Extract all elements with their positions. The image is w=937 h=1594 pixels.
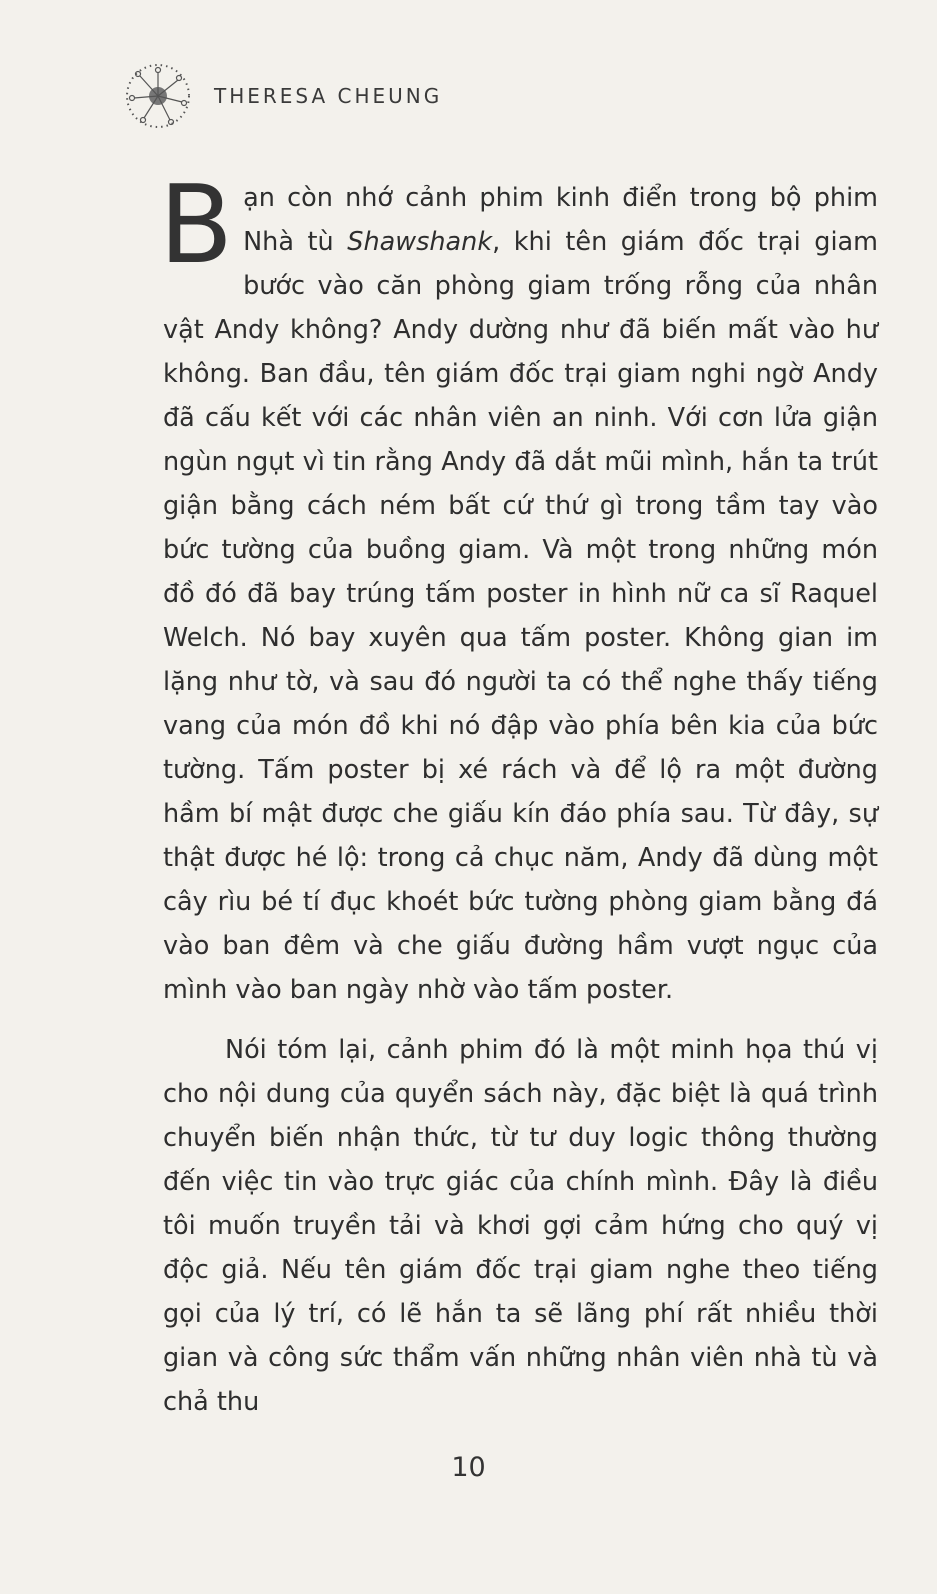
body-text: [159, 163, 878, 1424]
running-header: [122, 60, 442, 132]
author-name: THERESA CHEUNG: [214, 84, 443, 108]
paragraph-1-text-a: ạn còn nhớ cảnh phim kinh điển trong bộ phim Nhà tù: [243, 183, 878, 257]
film-title-italic: Shawshank: [347, 227, 493, 257]
drop-cap: B: [159, 163, 234, 288]
dotted-circle-logo-icon: [122, 60, 194, 132]
paragraph-1-text-b: , khi tên giám đốc trại giam bước vào căn phòng giam trống rỗng của nhân vật Andy không? Andy dường như đã biến mất vào hư không. Ban đầu, tên giám đốc trại giam nghi ngờ Andy đã cấu kết với các nhân viên an ninh. Với cơn lửa giận ngùn ngụt vì tin rằng Andy đã dắt mũi mình, hắn ta trút giận bằng cách ném bất cứ thứ gì trong tầm tay vào bức tường của buồng giam. Và một trong những món đồ đó đã bay trúng tấm poster in hình nữ ca sĩ Raquel Welch. Nó bay xuyên qua tấm poster. Không gian im lặng như tờ, và sau đó người ta có thể nghe thấy tiếng vang của món đồ khi nó đập vào phía bên kia của bức tường. Tấm poster bị xé rách và để lộ ra một đường hầm bí mật được che giấu kín đáo phía sau. Từ đây, sự thật được hé lộ: trong cả chục năm, Andy đã dùng một cây rìu bé tí đục khoét bức tường phòng giam bằng đá vào ban đêm và che giấu đường hầm vượt ngục của mình vào ban ngày nhờ vào tấm poster.: [163, 227, 878, 1005]
paragraph-1: [159, 163, 878, 1012]
paragraph-2: Nói tóm lại, cảnh phim đó là một minh họa thú vị cho nội dung của quyển sách này, đặc biệt là quá trình chuyển biến nhận thức, từ tư duy logic thông thường đến việc tin vào trực giác của chính mình. Đây là điều tôi muốn truyền tải và khơi gợi cảm hứng cho quý vị độc giả. Nếu tên giám đốc trại giam nghe theo tiếng gọi của lý trí, có lẽ hắn ta sẽ lãng phí rất nhiều thời gian và công sức thẩm vấn những nhân viên nhà tù và chả thu: [163, 1035, 878, 1417]
page-number: 10: [451, 1452, 486, 1483]
